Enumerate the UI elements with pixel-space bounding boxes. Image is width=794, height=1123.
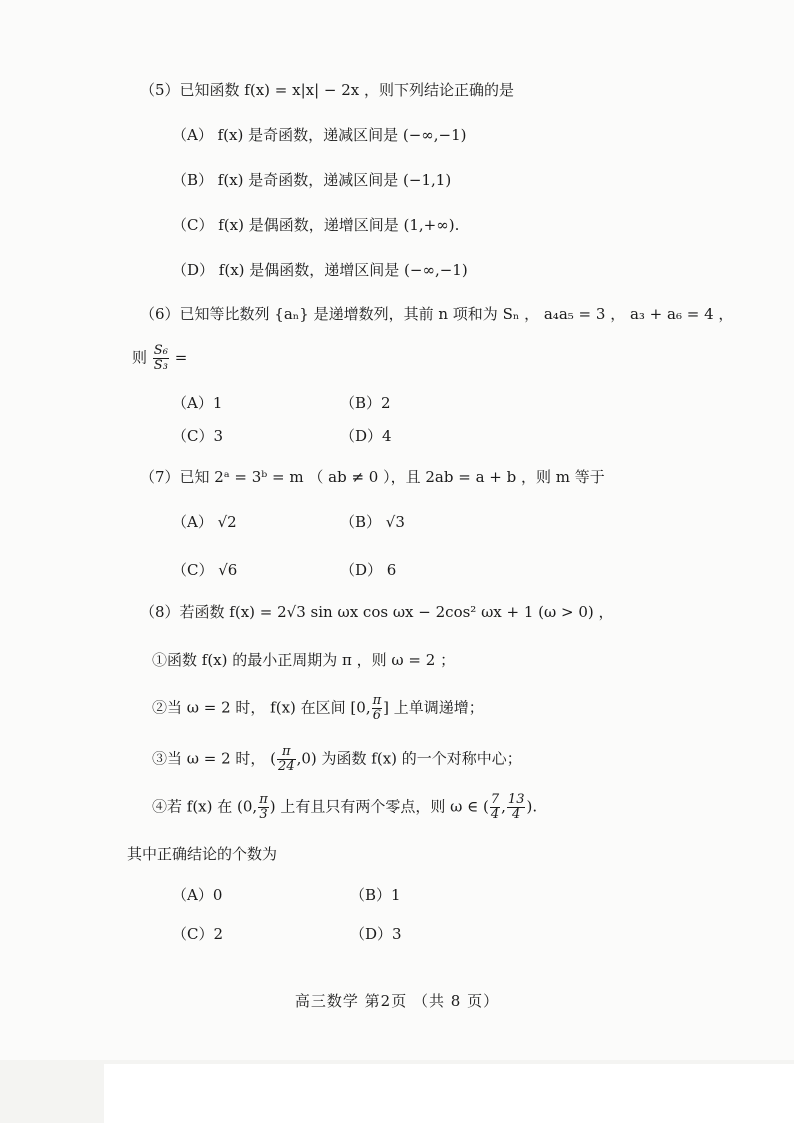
q6-prefix: 则: [132, 348, 148, 367]
q7-option-b: （B） √3: [340, 513, 405, 531]
q5-option-a: （A） f(x) 是奇函数，递减区间是 (−∞,−1): [172, 126, 467, 144]
q8-s2-fraction: [372, 694, 383, 723]
q8-s3-den: 24: [278, 759, 295, 774]
q5-option-d: （D） f(x) 是偶函数，递增区间是 (−∞,−1): [172, 261, 468, 279]
q7-option-c: （C） √6: [172, 561, 238, 579]
q8-statement-3: [152, 745, 522, 774]
q6-suffix: =: [174, 348, 188, 367]
q8-s4-fraction-3: [507, 793, 526, 822]
scan-margin: [104, 1064, 794, 1123]
q8-option-a: （A）0: [172, 886, 223, 904]
q6-stem: （6）已知等比数列 {aₙ} 是递增数列，其前 n 项和为 Sₙ ， a₄a₅ = 3 ， a₃ + a₆ = 4 ，: [140, 305, 734, 323]
q8-s2-pre: ②当 ω = 2 时， f(x) 在区间 [0,: [152, 698, 371, 717]
q8-s3-pre: ③当 ω = 2 时， (: [152, 749, 277, 768]
q8-stem: （8）若函数 f(x) = 2√3 sin ωx cos ωx − 2cos² ωx + 1 (ω > 0) ，: [140, 603, 614, 621]
q8-s4-num3: 13: [507, 792, 525, 807]
page-footer: 高三数学 第2页 （共 8 页）: [294, 992, 500, 1010]
q8-s4-num: π: [259, 792, 268, 807]
q8-s2-den: 6: [372, 708, 382, 723]
q6-option-c: （C）3: [172, 427, 224, 445]
q8-s4-den3: 4: [512, 807, 521, 822]
q8-s4-num2: 7: [490, 792, 500, 807]
q5-option-c: （C） f(x) 是偶函数，递增区间是 (1,+∞).: [172, 216, 460, 234]
q8-s4-den: 3: [259, 807, 268, 822]
q8-option-b: （B）1: [350, 886, 401, 904]
q5-stem: （5）已知函数 f(x) = x|x| − 2x ，则下列结论正确的是: [140, 81, 515, 99]
q6-frac-den: S₃: [153, 358, 168, 373]
q8-s3-num: π: [277, 745, 296, 760]
q8-s3-post: ,0) 为函数 f(x) 的一个对称中心；: [296, 749, 522, 768]
q5-option-b: （B） f(x) 是奇函数，递减区间是 (−1,1): [172, 171, 452, 189]
q8-statement-2: [152, 694, 484, 723]
q8-s4-fraction-1: [258, 793, 269, 822]
q8-statement-4: [152, 793, 537, 822]
q7-stem: （7）已知 2ᵃ = 3ᵇ = m （ ab ≠ 0 ），且 2ab = a + b ，则 m 等于: [140, 468, 605, 486]
q7-option-d: （D） 6: [340, 561, 397, 579]
q6-option-b: （B）2: [340, 394, 391, 412]
q6-fraction: [153, 344, 169, 373]
q6-option-d: （D）4: [340, 427, 392, 445]
q8-option-d: （D）3: [350, 925, 402, 943]
q8-summary: 其中正确结论的个数为: [127, 845, 278, 863]
q8-s4-pre: ④若 f(x) 在 (0,: [152, 797, 258, 816]
q8-s4-post: ).: [526, 797, 538, 816]
q6-option-a: （A）1: [172, 394, 223, 412]
q8-s4-mid: ) 上有且只有两个零点，则 ω ∈ (: [269, 797, 489, 816]
q8-s4-den2: 4: [490, 807, 500, 822]
q6-frac-num: S₆: [153, 343, 168, 358]
q6-stem-fraction-line: [132, 344, 187, 373]
q8-statement-1: ①函数 f(x) 的最小正周期为 π ，则 ω = 2 ；: [152, 651, 456, 669]
q7-option-a: （A） √2: [172, 513, 237, 531]
q8-s2-post: ] 上单调递增；: [383, 698, 484, 717]
q8-s2-num: π: [372, 693, 382, 708]
q8-s3-fraction: [277, 745, 296, 774]
q8-option-c: （C）2: [172, 925, 224, 943]
q8-s4-fraction-2: [490, 793, 500, 822]
q8-s4-comma: ,: [501, 797, 506, 816]
